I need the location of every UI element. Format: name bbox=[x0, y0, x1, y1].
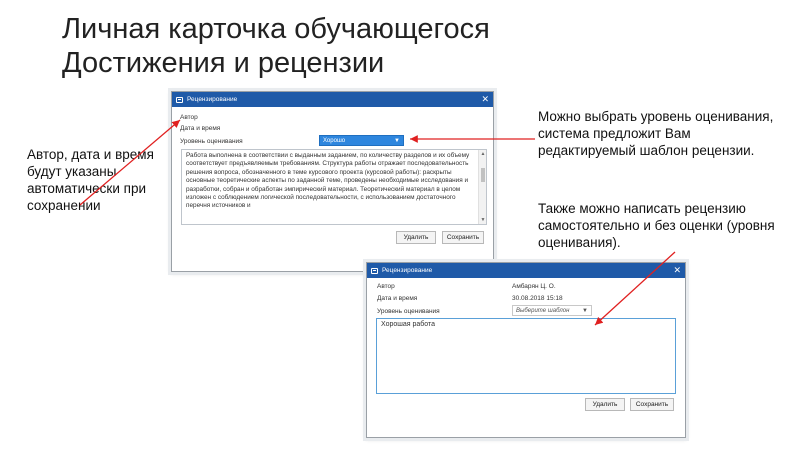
datetime-value: 30.08.2018 15:18 bbox=[512, 295, 563, 302]
note-right-free: Также можно написать рецензию самостоятельно и без оценки (уровня оценивания). bbox=[538, 201, 775, 250]
note-right-level: Можно выбрать уровень оценивания, система предложит Вам редактируемый шаблон рецензии. bbox=[538, 109, 774, 158]
save-button[interactable]: Сохранить bbox=[442, 231, 484, 244]
slide-title-line2: Достижения и рецензии bbox=[62, 47, 385, 79]
close-icon[interactable]: ✕ bbox=[673, 265, 681, 275]
scroll-down-icon[interactable]: ▼ bbox=[480, 216, 486, 223]
delete-button[interactable]: Удалить bbox=[585, 398, 625, 411]
review-text: Работа выполнена в соответствии с выданным заданием, по количеству разделов и их объему соответствует предъявляемым требованиям. Структура работы отражает последовательность решения вопроса, обозначенного в теме курсового проекта (курсовой работы): раскрыты основные теоретические аспекты по заданной теме, проведены необходимые исследования и разработки, собран и обработан эмпирический материал. Теоретический материал в целом изложен с соблюдением логической последовательности, с использованием достаточного перечня источников и bbox=[186, 152, 470, 210]
chevron-down-icon: ▼ bbox=[582, 308, 588, 314]
dialog-title: Рецензирование bbox=[382, 267, 433, 274]
review-text: Хорошая работа bbox=[381, 321, 436, 328]
close-icon[interactable]: ✕ bbox=[481, 94, 489, 104]
author-value: Амбарян Ц. О. bbox=[512, 283, 556, 290]
scroll-up-icon[interactable]: ▲ bbox=[480, 151, 486, 157]
datetime-label: Дата и время bbox=[180, 125, 221, 132]
author-label: Автор bbox=[377, 283, 395, 290]
save-button[interactable]: Сохранить bbox=[630, 398, 674, 411]
note-left: Автор, дата и время будут указаны автоматически при сохранении bbox=[27, 147, 154, 213]
dialog-title: Рецензирование bbox=[187, 96, 238, 103]
delete-button[interactable]: Удалить bbox=[396, 231, 436, 244]
author-label: Автор bbox=[180, 114, 198, 121]
level-select-value: Хорошо bbox=[323, 137, 346, 144]
datetime-label: Дата и время bbox=[377, 295, 418, 302]
arrow-free-text bbox=[595, 252, 675, 325]
level-select-placeholder: Выберите шаблон bbox=[516, 307, 570, 314]
level-label: Уровень оценивания bbox=[180, 138, 243, 145]
level-label: Уровень оценивания bbox=[377, 308, 440, 315]
slide-title-line1: Личная карточка обучающегося bbox=[62, 13, 490, 45]
arrow-author-date bbox=[80, 120, 180, 205]
chevron-down-icon: ▼ bbox=[394, 138, 400, 144]
